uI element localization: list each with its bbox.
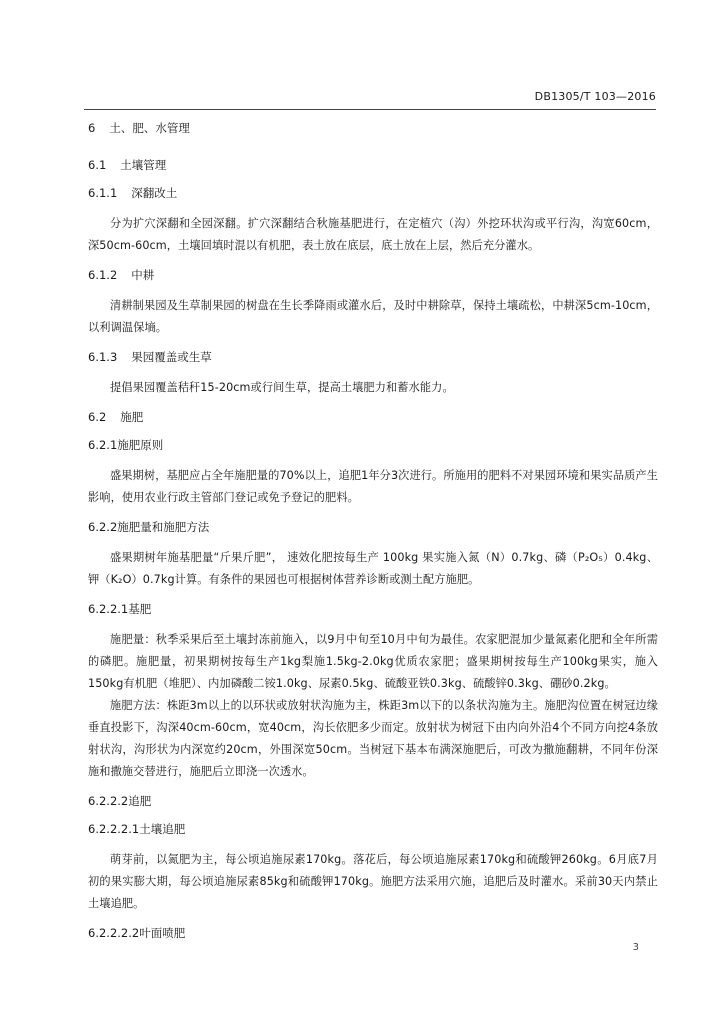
section-title: 土壤追肥 xyxy=(139,822,186,836)
paragraph: 提倡果园覆盖秸秆15-20cm或行间生草，提高土壤肥力和蓄水能力。 xyxy=(110,381,454,394)
section-heading xyxy=(88,185,658,201)
section-title: 果园覆盖或生草 xyxy=(131,350,212,364)
section-title: 基肥 xyxy=(128,602,152,616)
section-number: 6.2.2.2 xyxy=(88,794,129,808)
section-number: 6.2 xyxy=(88,410,107,424)
document-code: DB1305/T 103—2016 xyxy=(534,90,656,103)
page-number: 3 xyxy=(632,942,639,953)
section-number: 6.1.1 xyxy=(88,186,118,200)
section-heading xyxy=(88,120,658,136)
section-number: 6.1 xyxy=(88,158,107,172)
section-heading xyxy=(88,601,658,617)
section-number: 6.2.1 xyxy=(88,438,118,452)
paragraph: 盛果期树年施基肥量“斤果斤肥”， 速效化肥按每生产 100kg 果实施入氮（N）0.7kg、磷（P₂O₅）0.4kg、钾（K₂O）0.7kg计算。有条件的果园也可根据树体营养诊断或测土配方施肥。 xyxy=(88,551,658,586)
section-heading xyxy=(88,793,658,809)
section-heading xyxy=(88,519,658,535)
section-heading xyxy=(88,821,658,837)
section-number: 6.2.2 xyxy=(88,520,118,534)
section-title: 中耕 xyxy=(131,268,155,282)
paragraph: 清耕制果园及生草制果园的树盘在生长季降雨或灌水后，及时中耕除草，保持土壤疏松，中耕深5cm-10cm，以利调温保墒。 xyxy=(88,299,658,334)
document-body xyxy=(88,120,658,953)
section-title: 土壤管理 xyxy=(120,158,167,172)
section-number: 6 xyxy=(88,121,96,135)
paragraph: 盛果期树，基肥应占全年施肥量的70%以上，追肥1年分3次进行。所施用的肥料不对果园环境和果实品质产生影响，使用农业行政主管部门登记或免予登记的肥料。 xyxy=(88,469,658,504)
section-title: 施肥原则 xyxy=(117,438,164,452)
paragraph: 萌芽前，以氮肥为主，每公顷追施尿素170kg。落花后，每公顷追施尿素170kg和硫酸钾260kg。6月底7月初的果实膨大期，每公顷追施尿素85kg和硫酸钾170kg。施肥方法采用穴施，追肥后及时灌水。采前30天内禁止土壤追肥。 xyxy=(88,853,658,910)
section-heading xyxy=(88,925,658,941)
section-heading xyxy=(88,437,658,453)
section-title: 深翻改土 xyxy=(131,186,178,200)
paragraph: 施肥方法：株距3m以上的以环状或放射状沟施为主，株距3m以下的以条状沟施为主。施肥沟位置在树冠边缘垂直投影下，沟深40cm-60cm，宽40cm，沟长依肥多少而定。放射状为树冠下由内向外沿4个不同方向挖4条放射状沟，沟形状为内深宽约20cm，外围深宽50cm。当树冠下基本布满深施肥后，可改为撒施翻耕，不同年份深施和撒施交替进行，施肥后立即浇一次透水。 xyxy=(88,699,658,778)
header-rule xyxy=(84,109,656,110)
section-title: 施肥量和施肥方法 xyxy=(117,520,210,534)
section-heading xyxy=(88,349,658,365)
section-heading xyxy=(88,267,658,283)
section-heading xyxy=(88,157,658,173)
section-number: 6.1.3 xyxy=(88,350,118,364)
section-heading xyxy=(88,409,658,425)
paragraph: 施肥量：秋季采果后至土壤封冻前施入，以9月中旬至10月中旬为最佳。农家肥混加少量氮素化肥和全年所需的磷肥。施肥量，初果期树按每生产1kg梨施1.5kg-2.0kg优质农家肥；盛果期树按每生产100kg果实，施入150kg有机肥（堆肥）、内加磷酸二铵1.0kg、尿素0.5kg、硫酸亚铁0.3kg、硫酸锌0.3kg、硼砂0.2kg。 xyxy=(88,633,658,690)
section-title: 施肥 xyxy=(120,410,144,424)
section-title: 叶面喷肥 xyxy=(139,926,186,940)
section-number: 6.2.2.1 xyxy=(88,602,129,616)
section-number: 6.2.2.2.1 xyxy=(88,822,140,836)
paragraph: 分为扩穴深翻和全园深翻。扩穴深翻结合秋施基肥进行，在定植穴（沟）外挖环状沟或平行沟，沟宽60cm，深50cm-60cm，土壤回填时混以有机肥，表土放在底层，底土放在上层，然后充分灌水。 xyxy=(88,217,658,252)
section-title: 追肥 xyxy=(128,794,152,808)
section-number: 6.2.2.2.2 xyxy=(88,926,140,940)
section-number: 6.1.2 xyxy=(88,268,118,282)
section-title: 土、肥、水管理 xyxy=(109,121,190,135)
